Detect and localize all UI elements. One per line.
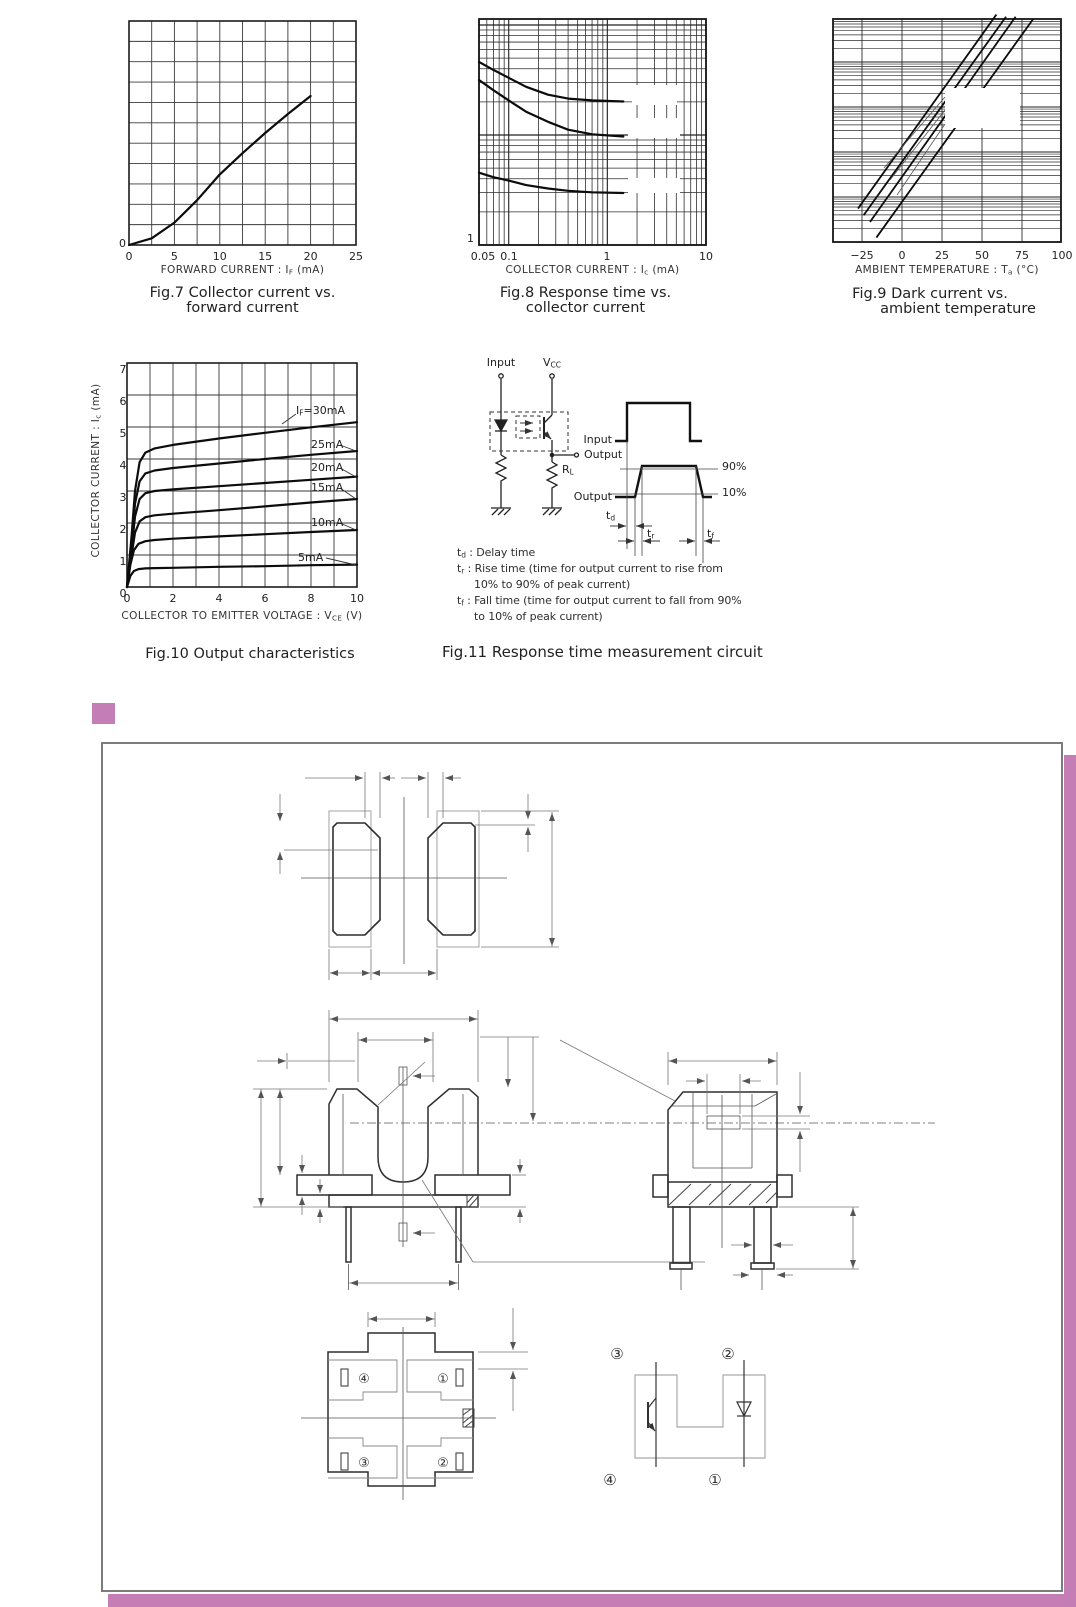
def-delay-time: td : Delay time	[457, 546, 536, 560]
circuit-vcc-label: VCC	[543, 356, 561, 370]
timing-td-label: td	[606, 509, 616, 523]
output-node-dot	[550, 453, 553, 456]
tick-label: 1	[119, 555, 127, 568]
bottom-view-pin2-label: ②	[437, 1456, 449, 1471]
top-view-dimensions	[280, 772, 559, 980]
tick-label: 25	[349, 250, 363, 263]
def-rise-time-cont: 10% to 90% of peak current)	[474, 578, 631, 591]
bottom-view-dimensions	[368, 1308, 528, 1411]
fig8-plot	[467, 8, 717, 254]
led-symbol	[495, 420, 507, 431]
side-view-dimensions	[560, 1040, 859, 1275]
tick-label: 10	[350, 592, 364, 605]
tick-label: 6	[119, 395, 127, 408]
input-resistor	[496, 455, 506, 485]
tick-label: 3	[119, 491, 127, 504]
fig10-curve-label-5mA: 5mA	[298, 551, 324, 564]
fig10-curve-label-10mA: 10mA	[311, 516, 344, 529]
side-view-body	[653, 1092, 792, 1269]
timing-output-label: Output	[573, 490, 612, 503]
tick-label: 15	[258, 250, 273, 263]
def-rise-time: tr : Rise time (time for output current to rise from	[457, 562, 723, 576]
front-view-inner-lines	[343, 1067, 463, 1290]
bottom-view-centerlines	[301, 1327, 496, 1500]
bottom-view-pin1-label: ①	[437, 1372, 449, 1387]
tick-label: 4	[215, 592, 223, 605]
obscured-curve-label-box	[632, 85, 677, 105]
obscured-curve-label-box	[628, 118, 680, 138]
circuit-output-label: Output	[584, 448, 623, 461]
fig9-caption-line1: Fig.9 Dark current vs.	[852, 286, 1008, 302]
fig7-y-origin-label: 0	[119, 237, 126, 250]
package-drawings	[101, 742, 1063, 1592]
tick-label: 10	[699, 250, 713, 263]
fig9-plot	[821, 8, 1076, 248]
tick-label: 20	[303, 250, 318, 263]
tick-label: 2	[169, 592, 177, 605]
tick-label: 50	[975, 249, 989, 262]
tick-label: 0	[123, 592, 131, 605]
front-view	[253, 1010, 935, 1290]
fig8-caption-line2: collector current	[525, 300, 646, 316]
fig7-caption-line1: Fig.7 Collector current vs.	[149, 285, 336, 301]
phototransistor-symbol	[648, 1362, 656, 1467]
front-view-hatch	[467, 1195, 478, 1207]
tick-label: 10	[212, 250, 227, 263]
timing-dimension-arrows	[610, 526, 720, 541]
bottom-view-pin3-label: ③	[358, 1456, 370, 1471]
fig8-y-bottom-label: 1	[467, 232, 474, 245]
def-fall-time-cont: to 10% of peak current)	[474, 610, 603, 623]
tick-label: 2	[119, 523, 127, 536]
fig10-caption: Fig.10 Output characteristics	[145, 646, 355, 662]
tick-label: 0	[125, 250, 133, 263]
led-diode-symbol	[737, 1360, 751, 1467]
fig9-x-axis-title: AMBIENT TEMPERATURE : Ta (°C)	[855, 264, 1039, 277]
light-arrows	[520, 423, 533, 431]
fig9-caption-line2: ambient temperature	[880, 301, 1036, 317]
bottom-view	[301, 1308, 528, 1500]
waveforms	[615, 403, 712, 497]
fig7-plot	[117, 14, 367, 259]
fig10-curve-label-20mA: 20mA	[311, 461, 344, 474]
circuit-pin4-label: ④	[603, 1471, 617, 1489]
circuit-input-label: Input	[486, 356, 516, 369]
tick-label: 4	[119, 459, 127, 472]
front-view-body	[297, 1089, 510, 1262]
fig8-x-axis-title: COLLECTOR CURRENT : Ic (mA)	[505, 264, 680, 277]
tick-label: 0	[898, 249, 906, 262]
tick-label: 5	[119, 427, 127, 440]
obscured-legend-box	[945, 88, 1020, 128]
timing-reference-lines	[608, 441, 718, 563]
fig7-x-axis-title: FORWARD CURRENT : IF (mA)	[160, 264, 325, 277]
timing-10pct-label: 10%	[722, 486, 747, 499]
panel-shadow-right	[1064, 755, 1076, 1607]
obscured-curve-label-box	[628, 178, 680, 193]
fig10-curve-label-25mA: 25mA	[311, 438, 344, 451]
top-view-centerlines	[301, 797, 507, 964]
fig10-x-axis-title: COLLECTOR TO EMITTER VOLTAGE : VCE (V)	[121, 610, 363, 623]
input-waveform	[615, 403, 702, 441]
tick-label: 8	[307, 592, 315, 605]
bottom-view-outline	[328, 1333, 473, 1486]
circuit-pin2-label: ②	[721, 1345, 735, 1363]
bottom-view-pin4-label: ④	[358, 1372, 370, 1387]
fig10-curve-label-15mA: 15mA	[311, 481, 344, 494]
tick-label: 0.1	[500, 250, 518, 263]
load-resistor-rl	[547, 462, 557, 492]
tick-label: −25	[850, 249, 874, 262]
tick-label: 5	[170, 250, 178, 263]
side-view-hatch	[669, 1184, 777, 1205]
front-view-dimensions	[253, 1010, 705, 1283]
bottom-view-pads	[328, 1360, 473, 1478]
tick-label: 75	[1015, 249, 1029, 262]
ground-symbols	[491, 508, 562, 515]
circuit-pin1-label: ①	[708, 1471, 722, 1489]
fig10-y-axis-title: COLLECTOR CURRENT : Ic (mA)	[90, 383, 103, 558]
top-view	[280, 772, 559, 980]
output-waveform	[615, 466, 712, 497]
tick-label: 6	[261, 592, 269, 605]
side-view	[560, 1040, 859, 1290]
circuit-pin3-label: ③	[610, 1345, 624, 1363]
tick-label: 0	[119, 587, 127, 600]
fig7-caption-line2: forward current	[186, 300, 299, 316]
timing-90pct-label: 90%	[722, 460, 747, 473]
tick-label: 7	[119, 363, 127, 376]
panel-shadow-bottom	[108, 1594, 1076, 1607]
tick-label: 1	[603, 250, 611, 263]
circuit-rl-label: RL	[562, 463, 574, 477]
timing-tf-label: tf	[707, 527, 714, 541]
tick-label: 25	[935, 249, 949, 262]
timing-input-label: Input	[583, 433, 612, 446]
timing-tr-label: tr	[647, 527, 655, 541]
section-marker-square	[92, 703, 115, 724]
circuit-wires	[495, 374, 579, 508]
tick-label: 100	[1051, 249, 1073, 262]
tick-label: 0.05	[470, 250, 496, 263]
fig11-caption: Fig.11 Response time measurement circuit	[442, 643, 763, 661]
fig10-curve-label-30mA: IF=30mA	[296, 404, 346, 418]
def-fall-time: tf : Fall time (time for output current to fall from 90%	[457, 594, 742, 608]
fig8-caption-line1: Fig.8 Response time vs.	[499, 285, 672, 301]
internal-circuit-diagram	[603, 1345, 765, 1489]
